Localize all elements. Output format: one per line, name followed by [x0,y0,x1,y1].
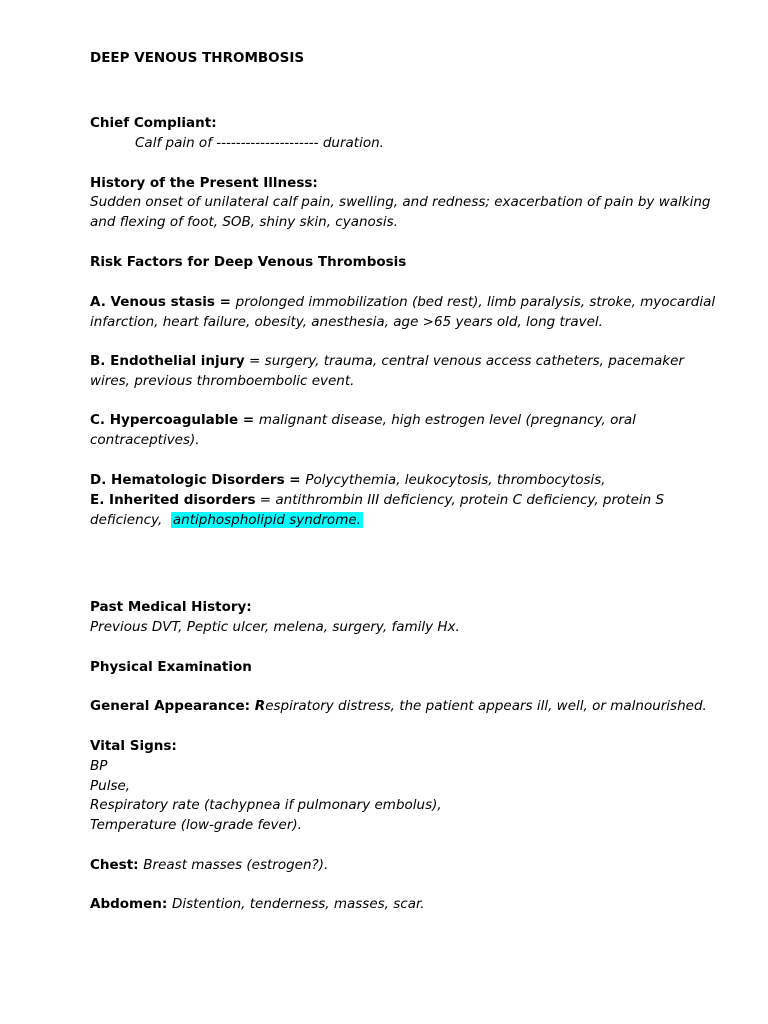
chief-complaint-text: Calf pain of --------------------- duration. [135,135,384,151]
general-appearance-line [90,696,710,716]
risk-b-line-1 [90,351,710,371]
chest-line [90,855,710,875]
risk-b-text-1: surgery, trauma, central venous access catheters, pacemaker [264,353,684,369]
pmh-text: Previous DVT, Peptic ulcer, melena, surgery, family Hx. [90,619,460,635]
hpi-heading: History of the Present Illness: [90,175,318,191]
risk-a-label: A. Venous stasis = [90,294,236,310]
hpi-line-1: Sudden onset of unilateral calf pain, swelling, and redness; exacerbation of pain by walking [90,194,711,210]
risk-a-line-1 [90,292,716,312]
risk-c-text-1: malignant disease, high estrogen level (pregnancy, oral [258,412,636,428]
risk-d-line-1 [90,470,710,490]
risk-e-line-1 [90,490,710,510]
risk-b-label: B. Endothelial injury [90,353,245,369]
risk-e-eq: = [255,492,276,508]
chest-text: Breast masses (estrogen?). [143,857,329,873]
general-appearance-text: espiratory distress, the patient appears ill, well, or malnourished. [265,698,707,714]
physical-exam-heading: Physical Examination [90,659,252,675]
risk-b-line-2: wires, previous thromboembolic event. [90,373,355,389]
abdomen-label: Abdomen: [90,896,172,912]
document-title: DEEP VENOUS THROMBOSIS [90,50,305,66]
chest-label: Chest: [90,857,144,873]
hpi-line-2: and flexing of foot, SOB, shiny skin, cyanosis. [90,214,398,230]
risk-c-line-1 [90,410,710,430]
risk-d-label: D. Hematologic Disorders = [90,472,306,488]
general-appearance-initial: R [254,698,266,714]
pmh-heading: Past Medical History: [90,599,252,615]
risk-b-eq: = [244,353,265,369]
vital-signs-heading: Vital Signs: [90,738,177,754]
risk-e-text-1: antithrombin III deficiency, protein C deficiency, protein S [275,492,665,508]
vital-sign-item: Temperature (low-grade fever). [90,817,302,833]
vital-sign-item: Pulse, [90,778,131,794]
risk-a-line-2: infarction, heart failure, obesity, anesthesia, age >65 years old, long travel. [90,314,603,330]
abdomen-line [90,894,710,914]
risk-e-text-2: deficiency, [90,512,171,528]
general-appearance-label: General Appearance: [90,698,255,714]
abdomen-text: Distention, tenderness, masses, scar. [171,896,425,912]
risk-d-text-1: Polycythemia, leukocytosis, thrombocytosis, [305,472,606,488]
risk-e-label: E. Inherited disorders [90,492,256,508]
risk-e-line-2 [90,510,710,530]
highlighted-text: antiphospholipid syndrome. [172,512,361,528]
risk-c-line-2: contraceptives). [90,432,200,448]
vital-sign-item: BP [90,758,108,774]
vital-sign-item: Respiratory rate (tachypnea if pulmonary embolus), [90,797,442,813]
risk-a-text-1: prolonged immobilization (bed rest), limb paralysis, stroke, myocardial [235,294,716,310]
chief-complaint-heading: Chief Compliant: [90,115,217,131]
risk-factors-heading: Risk Factors for Deep Venous Thrombosis [90,254,407,270]
risk-c-label: C. Hypercoagulable = [90,412,259,428]
